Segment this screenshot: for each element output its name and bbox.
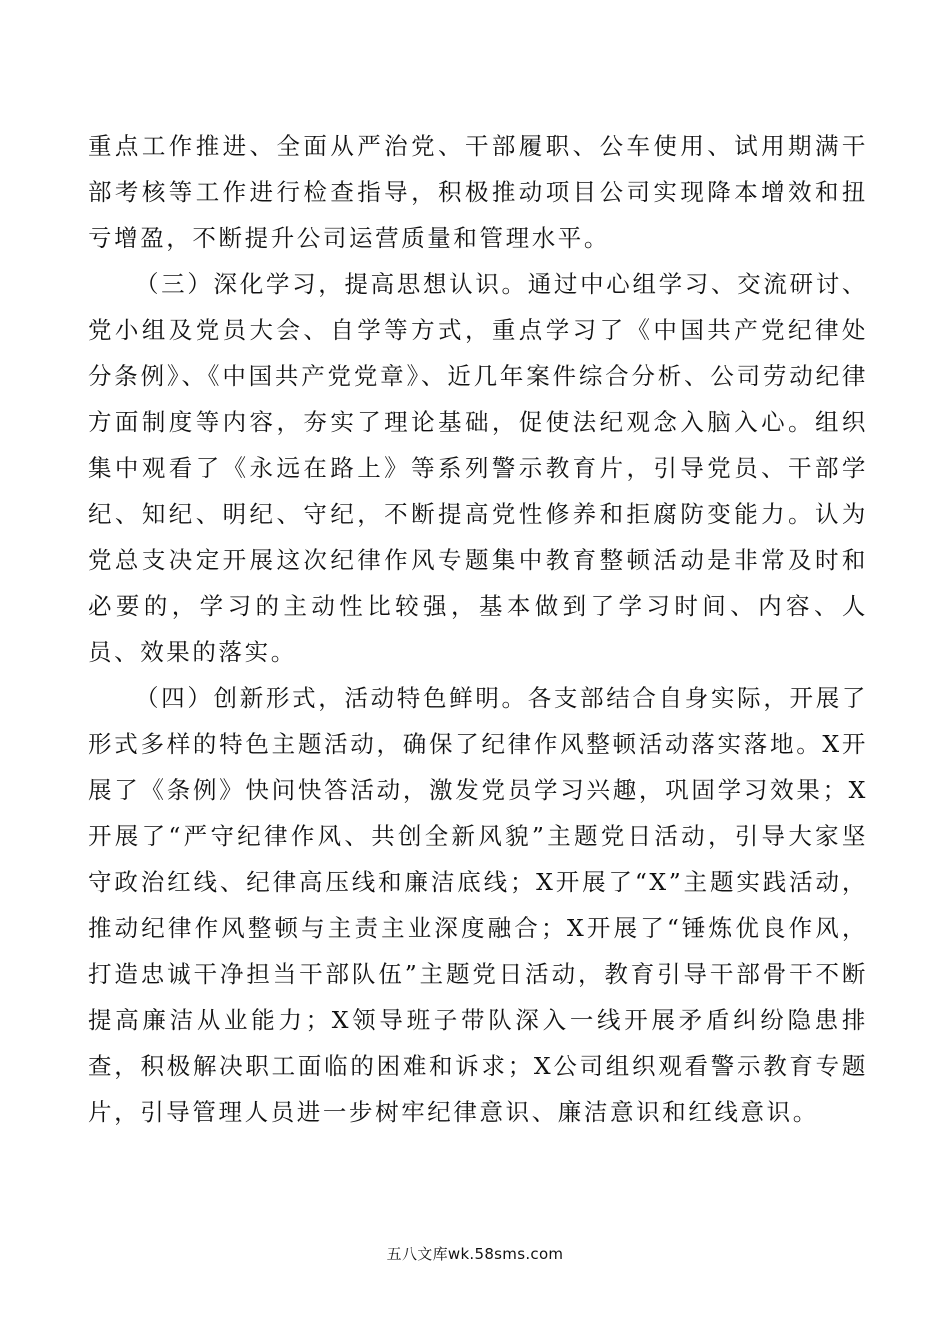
paragraph-section-three: （三）深化学习，提高思想认识。通过中心组学习、交流研讨、党小组及党员大会、自学等方式，重点学习了《中国共产党纪律处分条例》、《中国共产党党章》、近几年案件综合分析、公司劳动纪律方面制度等内容，夯实了理论基础，促使法纪观念入脑入心。组织集中观看了《永远在路上》等系列警示教育片，引导党员、干部学纪、知纪、明纪、守纪，不断提高党性修养和拒腐防变能力。认为党总支决定开展这次纪律作风专题集中教育整顿活动是非常及时和必要的，学习的主动性比较强，基本做到了学习时间、内容、人员、效果的落实。 xyxy=(88,270,868,666)
document-body xyxy=(88,123,868,1135)
paragraph-continuation: 重点工作推进、全面从严治党、干部履职、公车使用、试用期满干部考核等工作进行检查指导，积极推动项目公司实现降本增效和扭亏增盈，不断提升公司运营质量和管理水平。 xyxy=(88,132,868,252)
paragraph-section-four: （四）创新形式，活动特色鲜明。各支部结合自身实际，开展了形式多样的特色主题活动，确保了纪律作风整顿活动落实落地。X开展了《条例》快问快答活动，激发党员学习兴趣，巩固学习效果；X开展了“严守纪律作风、共创全新风貌”主题党日活动，引导大家坚守政治红线、纪律高压线和廉洁底线；X开展了“X”主题实践活动，推动纪律作风整顿与主责主业深度融合；X开展了“锤炼优良作风，打造忠诚干净担当干部队伍”主题党日活动，教育引导干部骨干不断提高廉洁从业能力；X领导班子带队深入一线开展矛盾纠纷隐患排查，积极解决职工面临的困难和诉求；X公司组织观看警示教育专题片，引导管理人员进一步树牢纪律意识、廉洁意识和红线意识。 xyxy=(88,684,868,1126)
footer-watermark: 五八文库wk.58sms.com xyxy=(386,1245,564,1263)
